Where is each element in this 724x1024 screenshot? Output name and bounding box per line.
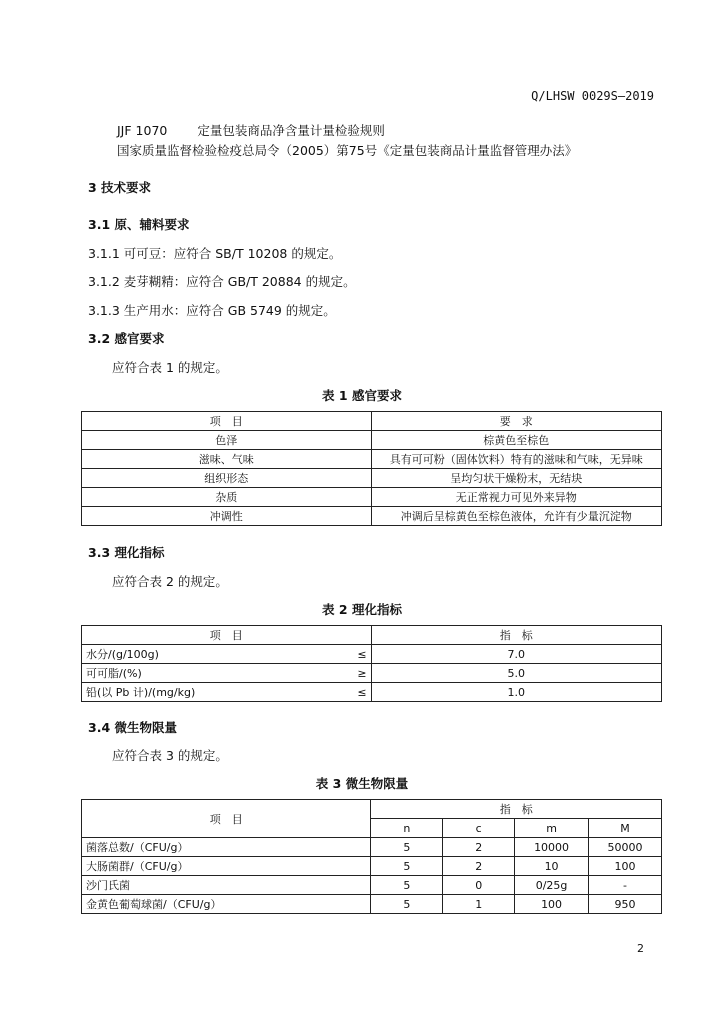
section-3-2-text: 应符合表 1 的规定。 (112, 360, 228, 375)
section-3-3-text: 应符合表 2 的规定。 (112, 574, 228, 589)
document-code: Q/LHSW 0029S—2019 (531, 89, 654, 103)
microbial-table (81, 799, 662, 914)
table-row (82, 431, 662, 450)
table-cell: 沙门氏菌 (82, 876, 371, 895)
table-cell: 具有可可粉（固体饮料）特有的滋味和气味，无异味 (371, 450, 662, 469)
table-header-row (82, 626, 662, 645)
table-cell: 冲调后呈棕黄色至棕色液体，允许有少量沉淀物 (371, 507, 662, 526)
table-header-row (82, 412, 662, 431)
section-3-heading: 3 技术要求 (88, 180, 152, 195)
table-cell: ≤ (331, 645, 371, 664)
table-cell: 杂质 (82, 488, 372, 507)
table-cell: 5 (371, 857, 443, 876)
table3-caption: 表 3 微生物限量 (315, 776, 409, 791)
clause-3-1-3: 3.1.3 生产用水：应符合 GB 5749 的规定。 (88, 303, 336, 318)
sensory-table (81, 411, 662, 526)
table-cell: 可可脂/(%) (82, 664, 332, 683)
table-cell: 7.0 (371, 645, 661, 664)
table-cell: 2 (443, 838, 515, 857)
table-cell: 2 (443, 857, 515, 876)
reference-title: 定量包装商品净含量计量检验规则 (197, 123, 385, 138)
table-cell: - (589, 876, 662, 895)
table-header-cell: 项 目 (82, 800, 371, 838)
section-3-4-text: 应符合表 3 的规定。 (112, 748, 228, 763)
reference-jjf1070 (117, 121, 385, 139)
table-header-cell: c (443, 819, 515, 838)
table-row (82, 876, 662, 895)
table-header-cell: m (515, 819, 589, 838)
section-3-2-heading: 3.2 感官要求 (88, 331, 165, 346)
table-cell: 100 (515, 895, 589, 914)
table-cell: 0/25g (515, 876, 589, 895)
table-cell: 棕黄色至棕色 (371, 431, 662, 450)
table-cell: 大肠菌群/（CFU/g） (82, 857, 371, 876)
table-row (82, 895, 662, 914)
table-cell: 1.0 (371, 683, 661, 702)
section-3-1-heading: 3.1 原、辅料要求 (88, 217, 190, 232)
reference-code: JJF 1070 (117, 123, 168, 138)
table-cell: 5 (371, 876, 443, 895)
table-row (82, 645, 662, 664)
table-header-row (82, 800, 662, 819)
table-row (82, 857, 662, 876)
section-3-4-heading: 3.4 微生物限量 (88, 720, 177, 735)
table-header-cell: 指 标 (371, 800, 662, 819)
table-cell: ≥ (331, 664, 371, 683)
table-cell: 5.0 (371, 664, 661, 683)
table-cell: 色泽 (82, 431, 372, 450)
table-cell: 10000 (515, 838, 589, 857)
table-cell: 呈均匀状干燥粉末，无结块 (371, 469, 662, 488)
table-header-cell: 要 求 (371, 412, 662, 431)
table1-caption: 表 1 感官要求 (322, 388, 402, 403)
physicochemical-table (81, 625, 662, 702)
table-cell: 10 (515, 857, 589, 876)
table-cell: 5 (371, 838, 443, 857)
table-cell: 金黄色葡萄球菌/（CFU/g） (82, 895, 371, 914)
table-row (82, 469, 662, 488)
table-header-cell: 项 目 (82, 412, 372, 431)
section-3-3-heading: 3.3 理化指标 (88, 545, 165, 560)
page-number: 2 (637, 942, 644, 955)
table-row (82, 683, 662, 702)
table-row (82, 664, 662, 683)
table-cell: 滋味、气味 (82, 450, 372, 469)
clause-3-1-2: 3.1.2 麦芽糊精：应符合 GB/T 20884 的规定。 (88, 274, 356, 289)
table-row (82, 507, 662, 526)
table-row (82, 488, 662, 507)
table-row (82, 450, 662, 469)
table-header-cell: 项 目 (82, 626, 372, 645)
table-header-cell: n (371, 819, 443, 838)
table-cell: 950 (589, 895, 662, 914)
table-header-cell: 指 标 (371, 626, 661, 645)
table-cell: 50000 (589, 838, 662, 857)
table-cell: 水分/(g/100g) (82, 645, 332, 664)
table-cell: 铅(以 Pb 计)/(mg/kg) (82, 683, 332, 702)
table-cell: 0 (443, 876, 515, 895)
reference-order75: 国家质量监督检验检疫总局令（2005）第75号《定量包装商品计量监督管理办法》 (117, 143, 578, 158)
table-cell: 菌落总数/（CFU/g） (82, 838, 371, 857)
table-cell: 5 (371, 895, 443, 914)
table-row (82, 838, 662, 857)
table-cell: ≤ (331, 683, 371, 702)
clause-3-1-1: 3.1.1 可可豆：应符合 SB/T 10208 的规定。 (88, 246, 342, 261)
table-cell: 冲调性 (82, 507, 372, 526)
table-cell: 1 (443, 895, 515, 914)
table-header-cell: M (589, 819, 662, 838)
table2-caption: 表 2 理化指标 (322, 602, 402, 617)
table-cell: 组织形态 (82, 469, 372, 488)
table-cell: 无正常视力可见外来异物 (371, 488, 662, 507)
table-cell: 100 (589, 857, 662, 876)
